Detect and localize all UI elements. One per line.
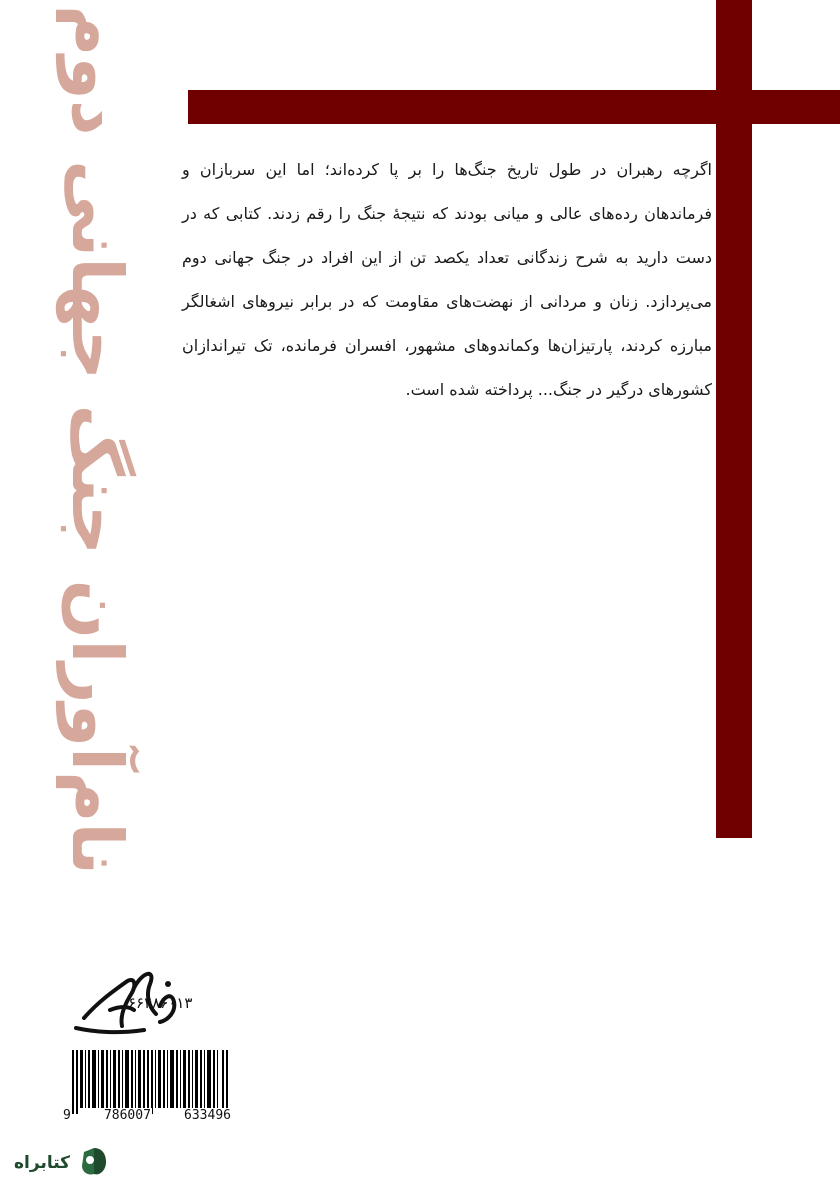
isbn-digit-group: 9: [63, 1108, 71, 1123]
cross-horizontal-bar: [188, 90, 840, 124]
spine-title: [32, 4, 162, 876]
back-cover-blurb: [182, 148, 712, 412]
isbn-digit-group: 633496: [184, 1108, 231, 1123]
publisher-phone: ۶۶۴۸۶۰۱۳: [128, 994, 193, 1012]
isbn-digit-group: 786007: [103, 1108, 151, 1123]
ketabrah-watermark: [14, 1138, 134, 1188]
ketabrah-label: کتابراه: [14, 1153, 71, 1173]
isbn-digits: [62, 1108, 232, 1123]
spine-title-text: نام‌آوران جنگ جهانی دوم: [56, 4, 139, 876]
cross-vertical-bar: [716, 0, 752, 838]
ketabrah-logo-icon: [76, 1146, 110, 1180]
isbn-barcode: [62, 1050, 232, 1126]
blurb-text: اگرچه رهبران در طول تاریخ جنگ‌ها را بر پا کرده‌اند؛ اما این سربازان و فرماندهان رده‌های عالی و میانی بودند که نتیجهٔ جنگ را رقم زدند. کتابی که در دست دارید به شرح زندگانی تعداد یکصد تن از این افراد در جنگ جهانی دوم می‌پردازد. زنان و مردانی از نهضت‌های مقاومت که در برابر نیروهای اشغالگر مبارزه کردند، پارتیزان‌ها وکماندوهای مشهور، افسران فرمانده، تک تیراندازان کشورهای درگیر در جنگ... پرداخته شده است.: [182, 160, 712, 399]
barcode-icon: [72, 1050, 228, 1114]
